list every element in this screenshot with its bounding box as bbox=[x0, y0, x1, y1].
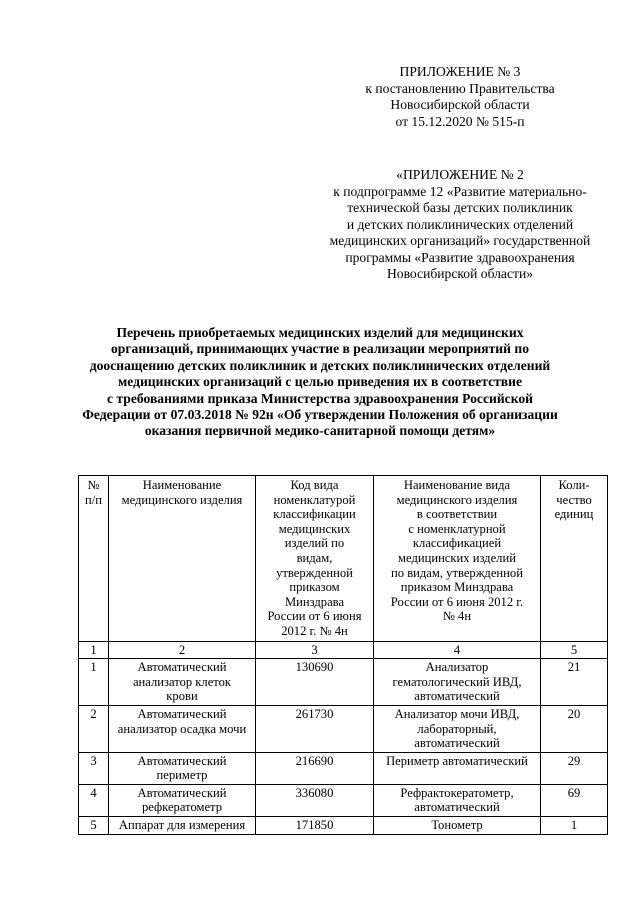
title-line: Федерации от 07.03.2018 № 92н «Об утверждении Положения об организации bbox=[82, 407, 558, 423]
header-line: № 4н bbox=[442, 609, 472, 624]
device-code: 261730 bbox=[256, 705, 374, 752]
appendix-2-line: Новосибирской области» bbox=[386, 266, 534, 281]
header-line: № bbox=[87, 478, 100, 492]
table-header-row bbox=[79, 476, 608, 642]
header-line: классификацией bbox=[412, 536, 502, 551]
table-row bbox=[79, 659, 608, 706]
device-kind bbox=[374, 817, 541, 835]
header-line: утвержденной bbox=[276, 565, 353, 580]
column-number: 4 bbox=[374, 641, 541, 659]
column-number: 3 bbox=[256, 641, 374, 659]
appendix-2-line: «ПРИЛОЖЕНИЕ № 2 bbox=[396, 167, 524, 182]
device-name-line: Автоматический bbox=[137, 785, 227, 800]
device-name-line: рефкератометр bbox=[141, 800, 223, 815]
device-quantity: 29 bbox=[541, 752, 608, 784]
device-kind-line: гематологический ИВД, bbox=[392, 674, 522, 689]
appendix-2-line: технической базы детских поликлиник bbox=[347, 200, 573, 215]
device-name-line: Автоматический bbox=[137, 706, 227, 721]
row-number: 1 bbox=[79, 659, 109, 706]
title-line: организаций, принимающих участие в реализации мероприятий по bbox=[111, 341, 529, 357]
device-name-line: анализатор осадка мочи bbox=[117, 721, 247, 736]
title-line: медицинских организаций с целью приведения их в соответствие bbox=[117, 374, 523, 390]
header-line: медицинского изделия bbox=[396, 492, 518, 507]
appendix-2-line: к подпрограмме 12 «Развитие материально- bbox=[333, 183, 587, 199]
row-number: 5 bbox=[79, 817, 109, 835]
medical-devices-table bbox=[78, 475, 608, 835]
header-line: медицинского изделия bbox=[121, 492, 243, 507]
column-number: 1 bbox=[79, 641, 109, 659]
device-kind bbox=[374, 784, 541, 816]
appendix-3-line: Новосибирской области bbox=[390, 97, 530, 112]
header-line: с номенклатурной bbox=[408, 521, 506, 536]
title-line: дооснащению детских поликлиник и детских поликлинических отделений bbox=[89, 357, 551, 373]
header-line: России от 6 июня 2012 г. bbox=[390, 594, 524, 609]
appendix-3-line: ПРИЛОЖЕНИЕ № 3 bbox=[399, 64, 521, 79]
title-line: с требованиями приказа Министерства здравоохранения Российской bbox=[107, 390, 533, 406]
column-number: 2 bbox=[109, 641, 256, 659]
header-line: медицинских bbox=[278, 521, 351, 536]
table-row bbox=[79, 784, 608, 816]
device-kind-line: Анализатор мочи ИВД, bbox=[394, 706, 520, 721]
header-line: единиц bbox=[554, 507, 594, 522]
header-line: России от 6 июня bbox=[267, 609, 362, 624]
device-name-line: Автоматический bbox=[137, 660, 227, 675]
device-name bbox=[109, 752, 256, 784]
device-kind-line: автоматический bbox=[414, 800, 500, 815]
header-code bbox=[256, 476, 374, 642]
header-line: классификации bbox=[273, 507, 356, 522]
device-name-line: Автоматический bbox=[137, 753, 227, 768]
device-kind-line: Тонометр bbox=[431, 818, 483, 833]
device-name bbox=[109, 705, 256, 752]
header-line: 2012 г. № 4н bbox=[281, 623, 348, 638]
appendix-2-header bbox=[300, 167, 620, 283]
device-kind-line: Анализатор bbox=[425, 660, 489, 675]
device-quantity: 69 bbox=[541, 784, 608, 816]
table-body bbox=[79, 659, 608, 835]
device-kind-line: лабораторный, bbox=[417, 721, 497, 736]
header-line: приказом Минздрава bbox=[400, 580, 514, 595]
title-line: Перечень приобретаемых медицинских изделий для медицинских bbox=[116, 325, 524, 340]
appendix-3-line: к постановлению Правительства bbox=[365, 80, 555, 96]
device-name bbox=[109, 817, 256, 835]
device-kind-line: Рефрактокератометр, bbox=[400, 785, 514, 800]
device-kind-line: автоматический bbox=[414, 736, 500, 751]
header-kind-name bbox=[374, 476, 541, 642]
device-name bbox=[109, 659, 256, 706]
header-line: п/п bbox=[85, 492, 102, 507]
table-row bbox=[79, 817, 608, 835]
header-line: приказом bbox=[289, 580, 340, 595]
table-row bbox=[79, 752, 608, 784]
header-line: Код вида bbox=[290, 478, 339, 492]
appendix-3-header bbox=[300, 64, 620, 130]
column-number-row bbox=[79, 641, 608, 659]
device-kind bbox=[374, 752, 541, 784]
header-line: видам, bbox=[296, 550, 333, 565]
header-device-name bbox=[109, 476, 256, 642]
device-code: 130690 bbox=[256, 659, 374, 706]
document-title bbox=[40, 325, 600, 440]
header-line: изделий по bbox=[284, 536, 345, 551]
device-kind bbox=[374, 659, 541, 706]
device-code: 216690 bbox=[256, 752, 374, 784]
device-code: 336080 bbox=[256, 784, 374, 816]
device-kind bbox=[374, 705, 541, 752]
title-line: оказания первичной медико-санитарной помощи детям» bbox=[144, 423, 496, 439]
header-line: Наименование bbox=[142, 478, 222, 492]
device-kind-line: Периметр автоматический bbox=[386, 753, 528, 768]
column-number: 5 bbox=[541, 641, 608, 659]
device-name-line: периметр bbox=[156, 768, 208, 783]
row-number: 3 bbox=[79, 752, 109, 784]
appendix-2-line: медицинских организаций» государственной bbox=[329, 233, 591, 248]
device-quantity: 21 bbox=[541, 659, 608, 706]
header-line: медицинских изделий bbox=[398, 550, 516, 565]
device-name-line: крови bbox=[166, 689, 198, 704]
header-line: по видам, утвержденной bbox=[391, 565, 523, 580]
device-name bbox=[109, 784, 256, 816]
device-code: 171850 bbox=[256, 817, 374, 835]
device-name-line: Аппарат для измерения bbox=[118, 818, 246, 833]
header-line: в соответствии bbox=[416, 507, 498, 522]
device-name-line: анализатор клеток bbox=[132, 674, 232, 689]
appendix-3-line: от 15.12.2020 № 515-п bbox=[395, 113, 525, 129]
header-line: Коли- bbox=[558, 478, 590, 492]
header-line: чество bbox=[556, 492, 592, 507]
header-number bbox=[79, 476, 109, 642]
appendix-2-line: программы «Развитие здравоохранения bbox=[345, 249, 575, 265]
header-line: Наименование вида bbox=[403, 478, 511, 492]
header-quantity bbox=[541, 476, 608, 642]
device-kind-line: автоматический bbox=[414, 689, 500, 704]
device-quantity: 20 bbox=[541, 705, 608, 752]
row-number: 2 bbox=[79, 705, 109, 752]
header-line: номенклатурой bbox=[273, 492, 356, 507]
header-line: Минздрава bbox=[284, 594, 345, 609]
table-row bbox=[79, 705, 608, 752]
row-number: 4 bbox=[79, 784, 109, 816]
device-quantity: 1 bbox=[541, 817, 608, 835]
appendix-2-line: и детских поликлинических отделений bbox=[346, 216, 574, 232]
